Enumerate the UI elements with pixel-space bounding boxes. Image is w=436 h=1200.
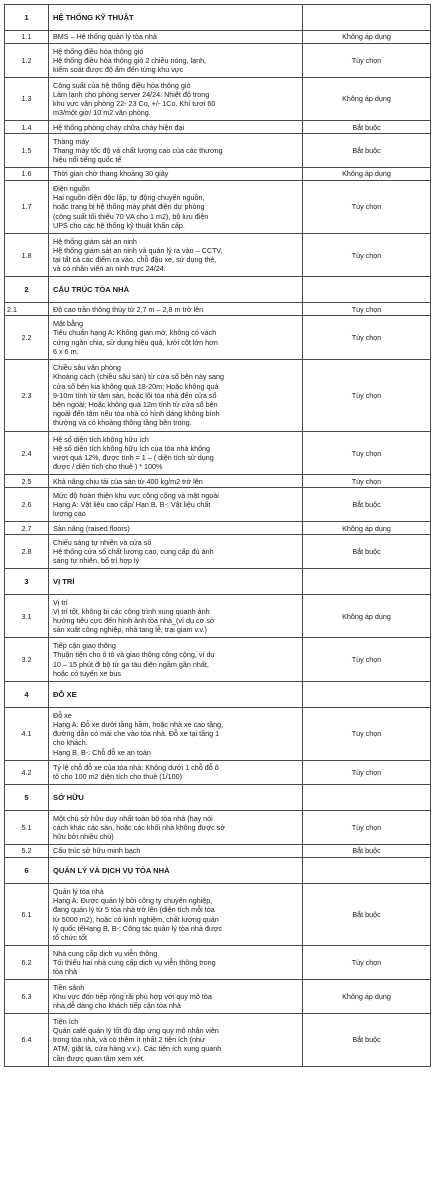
requirement-row xyxy=(5,167,431,180)
section-title: CẤU TRÚC TÒA NHÀ xyxy=(49,277,303,303)
section-requirement-empty xyxy=(303,681,431,707)
section-requirement-empty xyxy=(303,857,431,883)
requirement-row xyxy=(5,475,431,488)
section-requirement-empty xyxy=(303,5,431,31)
requirement-level: Tùy chọn xyxy=(303,946,431,980)
item-description: Đỗ xe Hạng A: Đỗ xe dưới tầng hầm, hoặc nhà xe cao tầng, đường dẫn có mái che vào tòa nhà. Đỗ xe tại tầng 1 cho khách. Hạng B, B-: Chỗ đỗ xe an toàn xyxy=(49,707,303,760)
item-number: 6.1 xyxy=(5,883,49,946)
item-description: Một chủ sở hữu duy nhất toàn bộ tòa nhà (hay nói cách khác các sàn, hoặc các khối nhà không được sở hữu bởi nhiều chủ) xyxy=(49,810,303,844)
section-title: ĐỖ XE xyxy=(49,681,303,707)
requirement-row xyxy=(5,303,431,316)
requirement-level: Tùy chọn xyxy=(303,44,431,78)
item-description: Tỷ lệ chỗ đỗ xe của tòa nhà: Không dưới 1 chỗ đỗ ô tô cho 100 m2 diện tích cho thuê (1/100) xyxy=(49,760,303,784)
requirement-row xyxy=(5,316,431,359)
requirement-level: Bắt buộc xyxy=(303,1013,431,1066)
requirement-row xyxy=(5,594,431,637)
requirement-row xyxy=(5,488,431,522)
item-number: 2.2 xyxy=(5,316,49,359)
item-description: Điện nguồn Hai nguồn điện độc lập, tự động chuyển nguồn, hoặc trang bị hệ thống máy phát điện dự phòng (công suất tối thiểu 70 VA cho 1 m2), bộ lưu điện UPS cho các hệ thống kỹ thuật khẩn cấp. xyxy=(49,180,303,233)
section-title: HỆ THỐNG KỸ THUẬT xyxy=(49,5,303,31)
item-description: Khả năng chịu tải của sàn từ 400 kg/m2 trở lên xyxy=(49,475,303,488)
section-requirement-empty xyxy=(303,277,431,303)
item-description: Tiện ích Quán café quản lý tốt đủ đáp ứng quy mô nhân viên trong tòa nhà, và có thêm ít nhất 2 tiện ích (như ATM, giặt là, cửa hàng v.v.). Các tiện ích xung quanh cần được quan tâm xem xét. xyxy=(49,1013,303,1066)
item-number: 1.2 xyxy=(5,44,49,78)
section-requirement-empty xyxy=(303,784,431,810)
requirement-row xyxy=(5,134,431,168)
requirement-row xyxy=(5,883,431,946)
requirement-row xyxy=(5,980,431,1014)
item-description: Chiều sâu văn phòng Khoảng cách (chiều sâu sàn) từ cửa sổ bên này sang cửa sổ bên kia không quá 18-20m; Hoặc không quá 9-10m tính từ tâm sàn, hoặc lõi tòa nhà đến cửa sổ bên ngoài; Hoặc không quá 12m tính từ cửa sổ bên ngoài đến tâm nếu tòa nhà có hình dáng không bình thường và có khoảng thông tầng bên trong. xyxy=(49,359,303,431)
item-description: Công suất của hệ thống điều hòa thông gió Làm lạnh cho phòng server 24/24. Nhiệt độ trong khu vực văn phòng 22- 23 Co, +/- 1Co. Khí tươi 60 m3/một giờ/ 10 m2 văn phòng. xyxy=(49,77,303,120)
item-description: Hệ thống điều hòa thông gió Hệ thống điều hòa thông gió 2 chiều nóng, lạnh, kiểm soát được độ ẩm đến từng khu vực xyxy=(49,44,303,78)
item-number: 4.1 xyxy=(5,707,49,760)
item-number: 1.3 xyxy=(5,77,49,120)
item-description: Cấu trúc sở hữu minh bạch xyxy=(49,844,303,857)
item-number: 4.2 xyxy=(5,760,49,784)
section-number: 3 xyxy=(5,568,49,594)
item-number: 2.8 xyxy=(5,535,49,569)
requirement-level: Không áp dụng xyxy=(303,31,431,44)
requirement-row xyxy=(5,760,431,784)
requirement-level: Tùy chọn xyxy=(303,359,431,431)
requirement-level: Bắt buộc xyxy=(303,121,431,134)
item-description: Sàn nâng (raised floors) xyxy=(49,522,303,535)
requirement-row xyxy=(5,431,431,474)
item-description: Thời gian chờ thang khoảng 30 giây xyxy=(49,167,303,180)
section-row xyxy=(5,857,431,883)
item-description: Thang máy Thang máy tốc độ và chất lượng cao của các thương hiệu nổi tiếng quốc tế xyxy=(49,134,303,168)
requirement-level: Bắt buộc xyxy=(303,844,431,857)
requirement-level: Không áp dụng xyxy=(303,167,431,180)
item-description: Nhà cung cấp dịch vụ viễn thông Tối thiểu hai nhà cung cấp dịch vụ viễn thông trong tòa nhà xyxy=(49,946,303,980)
item-number: 2.7 xyxy=(5,522,49,535)
requirement-row xyxy=(5,844,431,857)
requirement-level: Tùy chọn xyxy=(303,638,431,681)
item-description: Mặt bằng Tiêu chuẩn hạng A: Không gian mở, không có vách cứng ngăn chia, sử dụng hiệu quả, lưới cột lớn hơn 6 x 6 m. xyxy=(49,316,303,359)
item-description: Độ cao trần thông thủy từ 2,7 m – 2,8 m trở lên xyxy=(49,303,303,316)
item-description: Hệ số diện tích không hữu ích Hệ số diện tích không hữu ích của tòa nhà không vượt quá 12%, được tính = 1 – ( diện tích sử dụng được / diện tích cho thuê ) * 100% xyxy=(49,431,303,474)
item-description: Hệ thống phòng cháy chữa cháy hiện đại xyxy=(49,121,303,134)
item-number: 1.4 xyxy=(5,121,49,134)
item-number: 2.1 xyxy=(5,303,49,316)
section-number: 2 xyxy=(5,277,49,303)
requirement-level: Không áp dụng xyxy=(303,980,431,1014)
item-number: 1.5 xyxy=(5,134,49,168)
item-number: 1.1 xyxy=(5,31,49,44)
requirement-level: Tùy chọn xyxy=(303,316,431,359)
requirement-level: Tùy chọn xyxy=(303,233,431,276)
requirement-row xyxy=(5,121,431,134)
requirement-level: Không áp dụng xyxy=(303,594,431,637)
requirement-level: Bắt buộc xyxy=(303,488,431,522)
requirement-row xyxy=(5,1013,431,1066)
section-number: 6 xyxy=(5,857,49,883)
requirement-level: Tùy chọn xyxy=(303,303,431,316)
section-number: 4 xyxy=(5,681,49,707)
item-description: Chiếu sáng tự nhiên và cửa sổ Hệ thống cửa sổ chất lượng cao, cung cấp đủ ánh sáng tự nhiên, bố trí hợp lý xyxy=(49,535,303,569)
requirement-row xyxy=(5,638,431,681)
item-number: 6.3 xyxy=(5,980,49,1014)
requirement-row xyxy=(5,535,431,569)
item-number: 1.7 xyxy=(5,180,49,233)
requirement-level: Bắt buộc xyxy=(303,883,431,946)
item-number: 2.3 xyxy=(5,359,49,431)
item-description: Quản lý tòa nhà Hạng A: Được quản lý bởi công ty chuyên nghiệp, đang quản lý từ 5 tòa nhà trở lên (diện tích mỗi tòa từ 5000 m2), hoặc có kinh nghiệm, chất lượng quản lý quốc tếHạng B, B-: Công tác quản lý tòa nhà được tổ chức tốt xyxy=(49,883,303,946)
item-number: 6.2 xyxy=(5,946,49,980)
section-row xyxy=(5,784,431,810)
section-title: SỞ HỮU xyxy=(49,784,303,810)
section-number: 5 xyxy=(5,784,49,810)
item-description: Mức độ hoàn thiện khu vực công cộng và mặt ngoài Hạng A: Vật liệu cao cấp/ Hạn B, B-: Vật liệu chất lượng cao xyxy=(49,488,303,522)
requirement-row xyxy=(5,44,431,78)
requirement-level: Không áp dụng xyxy=(303,77,431,120)
requirement-level: Bắt buộc xyxy=(303,535,431,569)
item-number: 5.1 xyxy=(5,810,49,844)
item-number: 1.8 xyxy=(5,233,49,276)
section-row xyxy=(5,681,431,707)
requirement-level: Tùy chọn xyxy=(303,431,431,474)
section-title: QUẢN LÝ VÀ DỊCH VỤ TÒA NHÀ xyxy=(49,857,303,883)
item-number: 6.4 xyxy=(5,1013,49,1066)
requirement-level: Tùy chọn xyxy=(303,707,431,760)
requirement-row xyxy=(5,77,431,120)
requirements-table-body xyxy=(5,5,431,1067)
requirement-level: Tùy chọn xyxy=(303,180,431,233)
requirement-level: Không áp dụng xyxy=(303,522,431,535)
requirement-row xyxy=(5,522,431,535)
item-description: Tiếp cận giao thông Thuận tiện cho ô tô và giao thông công cộng, ví dụ 10 – 15 phút đi bộ từ ga tàu điện ngầm gần nhất, hoặc có tuyến xe bus xyxy=(49,638,303,681)
item-number: 2.5 xyxy=(5,475,49,488)
requirement-row xyxy=(5,31,431,44)
item-number: 2.4 xyxy=(5,431,49,474)
requirements-table xyxy=(4,4,431,1067)
requirement-row xyxy=(5,180,431,233)
item-description: Hệ thống giám sát an ninh Hệ thống giám sát an ninh và quản lý ra vào – CCTV, tại tất cả các điểm ra vào, chỗ đậu xe, sử dụng thẻ, và có nhân viên an ninh trực 24/24. xyxy=(49,233,303,276)
requirement-row xyxy=(5,707,431,760)
requirement-row xyxy=(5,810,431,844)
section-number: 1 xyxy=(5,5,49,31)
section-row xyxy=(5,277,431,303)
requirement-level: Tùy chọn xyxy=(303,475,431,488)
item-number: 5.2 xyxy=(5,844,49,857)
item-number: 3.2 xyxy=(5,638,49,681)
section-requirement-empty xyxy=(303,568,431,594)
section-title: VỊ TRÍ xyxy=(49,568,303,594)
requirement-level: Tùy chọn xyxy=(303,760,431,784)
item-description: Tiền sảnh Khu vực đón tiếp rộng rãi phù hợp với quy mô tòa nhà,dễ dàng cho khách tiếp cận tòa nhà xyxy=(49,980,303,1014)
section-row xyxy=(5,568,431,594)
requirement-row xyxy=(5,233,431,276)
requirement-row xyxy=(5,946,431,980)
item-number: 3.1 xyxy=(5,594,49,637)
item-description: Vị trí Vị trí tốt, không bị các công trình xung quanh ảnh hưởng tiêu cực đến hình ảnh tòa nhà_(ví dụ cơ sở sản xuất công nghiệp, nhà tang lễ, trại giam v.v.) xyxy=(49,594,303,637)
requirement-level: Tùy chọn xyxy=(303,810,431,844)
section-row xyxy=(5,5,431,31)
requirement-level: Bắt buộc xyxy=(303,134,431,168)
requirement-row xyxy=(5,359,431,431)
item-number: 2.6 xyxy=(5,488,49,522)
item-number: 1.6 xyxy=(5,167,49,180)
item-description: BMS – Hệ thống quản lý tòa nhà xyxy=(49,31,303,44)
